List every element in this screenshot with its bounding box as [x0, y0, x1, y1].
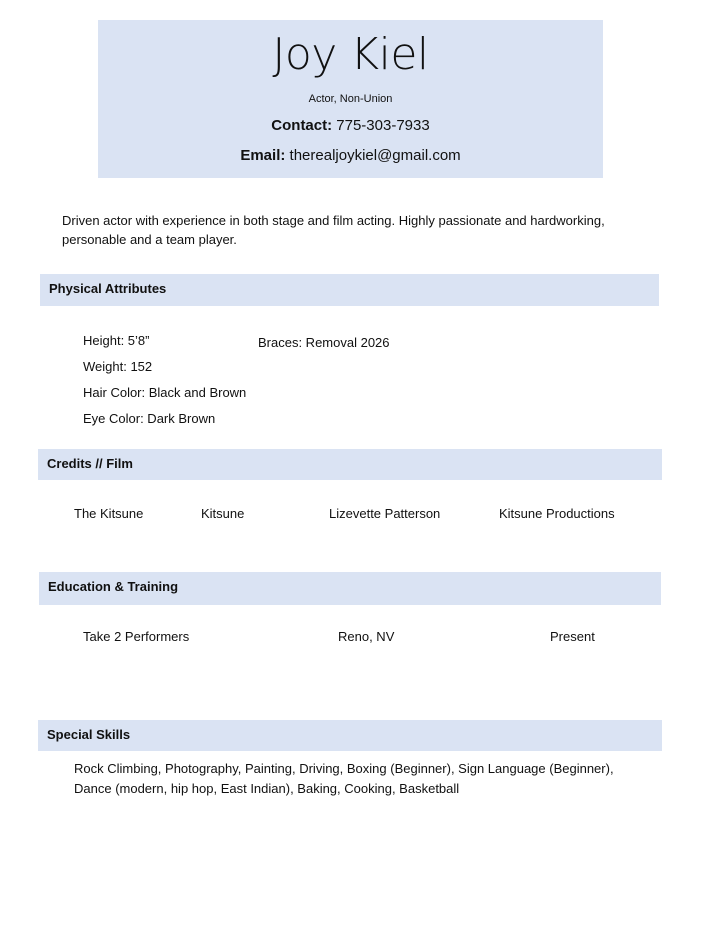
contact-phone[interactable]: 775-303-7933: [336, 117, 430, 134]
resume-header: [98, 20, 603, 178]
section-special-skills: [38, 720, 662, 751]
summary-text: Driven actor with experience in both stage and film acting. Highly passionate and hardworking, personable and a team player.: [62, 213, 605, 247]
section-title: Physical Attributes: [49, 281, 167, 296]
attr-weight: Weight: 152: [83, 359, 153, 374]
credit-role: Kitsune: [201, 506, 245, 521]
contact-label: Contact:: [271, 117, 333, 134]
section-education-training: [39, 572, 661, 605]
credit-director: Lizevette Patterson: [329, 506, 441, 521]
credit-project: The Kitsune: [74, 506, 144, 521]
attr-braces: Braces: Removal 2026: [258, 335, 390, 350]
section-physical-attributes: [40, 274, 659, 306]
section-title: Special Skills: [47, 727, 131, 742]
actor-name: Joy Kiel: [272, 29, 429, 80]
credit-company: Kitsune Productions: [499, 506, 615, 521]
contact-email[interactable]: therealjoykiel@gmail.com: [289, 147, 461, 164]
skills-text: Rock Climbing, Photography, Painting, Driving, Boxing (Beginner), Sign Language (Beginner), Dance (modern, hip hop, East Indian), Baking, Cooking, Basketball: [74, 761, 614, 796]
section-title: Credits // Film: [47, 456, 133, 471]
attr-hair-color: Hair Color: Black and Brown: [83, 385, 247, 400]
section-title: Education & Training: [48, 579, 179, 594]
education-school: Take 2 Performers: [83, 629, 190, 644]
email-line: [98, 147, 603, 165]
section-credits-film: [38, 449, 662, 480]
attr-height: Height: 5’8”: [83, 333, 150, 348]
education-location: Reno, NV: [338, 629, 395, 644]
email-label: Email:: [240, 147, 286, 164]
contact-line: [98, 117, 603, 135]
education-dates: Present: [550, 629, 595, 644]
attr-eye-color: Eye Color: Dark Brown: [83, 411, 216, 426]
actor-subtitle: Actor, Non-Union: [308, 93, 393, 105]
